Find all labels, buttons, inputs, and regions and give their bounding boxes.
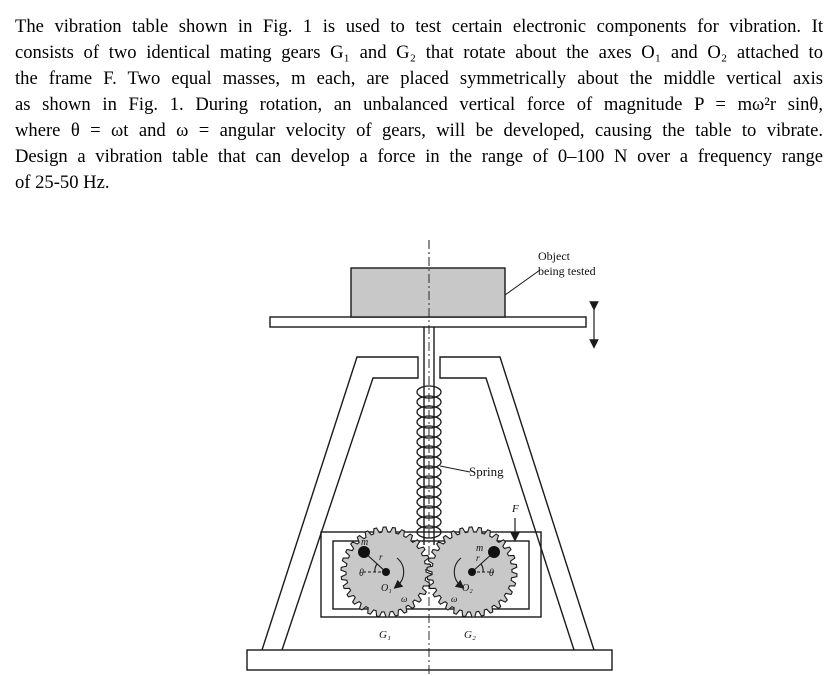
omega-label-right: ω — [451, 594, 458, 604]
theta-label-left: θ — [359, 568, 364, 579]
radius-label-right: r — [476, 553, 480, 563]
axis-label-o2: O₂ — [462, 583, 473, 594]
axis-label-o1: O₁ — [381, 583, 392, 594]
problem-line: as shown in Fig. 1. During rotation, an unbalanced vertical force of magnitude P = mω²r sinθ, — [15, 94, 823, 115]
mass-label-left: m — [361, 537, 369, 548]
omega-label-left: ω — [401, 594, 408, 604]
problem-line: the frame F. Two equal masses, m each, are placed symmetrically about the middle vertical axis — [15, 68, 823, 89]
problem-line: where θ = ωt and ω = angular velocity of gears, will be developed, causing the table to vibrate. — [15, 120, 823, 141]
problem-line: The vibration table shown in Fig. 1 is used to test certain electronic components for vibration. It — [15, 16, 823, 37]
gear-label-g1: G₁ — [379, 629, 391, 641]
theta-label-right: θ — [489, 568, 494, 579]
axis-o1 — [382, 568, 390, 576]
spring-label: Spring — [469, 464, 504, 479]
test-object — [351, 268, 505, 317]
object-label: being tested — [538, 264, 596, 278]
radius-label-left: r — [379, 552, 383, 562]
problem-line: consists of two identical mating gears G₁ and G₂ that rotate about the axes O₁ and O₂ attached to — [15, 42, 823, 63]
frame — [262, 357, 594, 650]
problem-line: of 25-50 Hz. — [15, 172, 110, 193]
mass-label-right: m — [476, 543, 484, 554]
base-plate — [247, 650, 612, 670]
object-leader — [505, 270, 540, 295]
problem-line: Design a vibration table that can develop a force in the range of 0–100 N over a frequency range — [15, 146, 823, 167]
object-label: Object — [538, 249, 570, 263]
force-label: F — [512, 503, 519, 515]
spring-leader — [440, 466, 470, 472]
table-top — [270, 317, 586, 327]
gear-label-g2: G₂ — [464, 629, 476, 641]
axis-o2 — [468, 568, 476, 576]
mass-right — [488, 546, 500, 558]
